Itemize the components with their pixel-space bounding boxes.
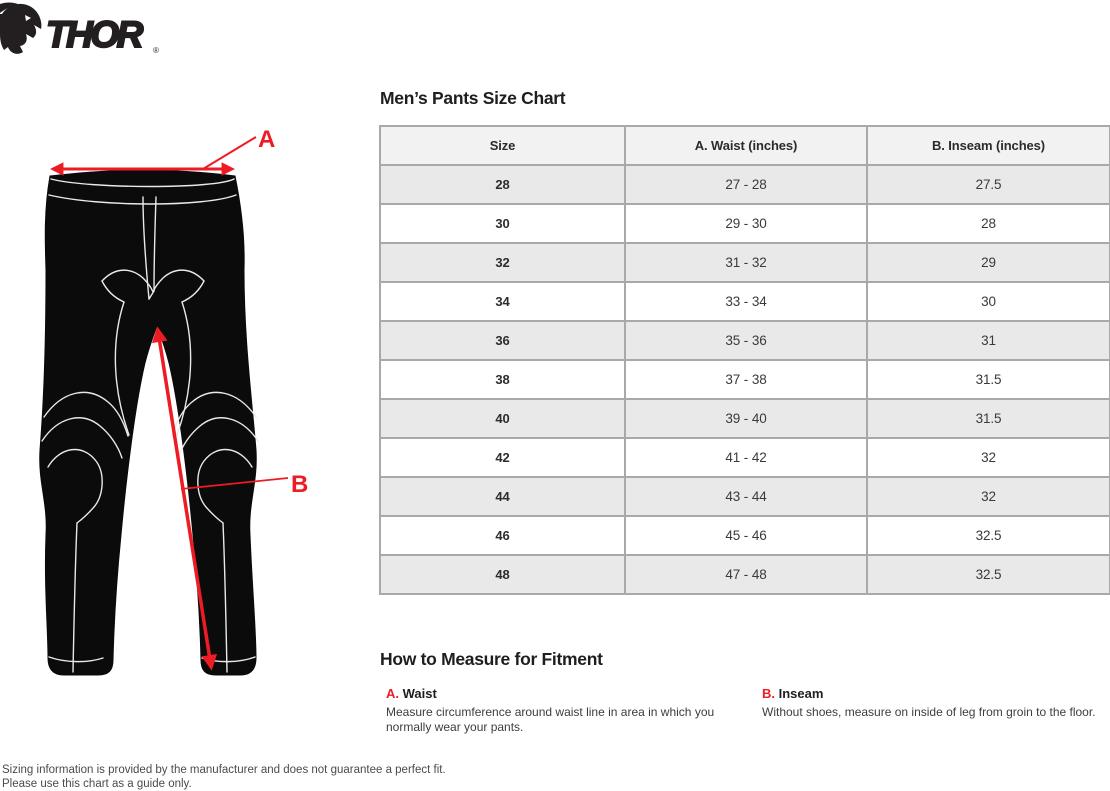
size-cell: 36 [380, 321, 625, 360]
size-cell: 42 [380, 438, 625, 477]
size-table-header-row [380, 126, 1110, 165]
measure-heading-waist [386, 686, 758, 701]
column-header-1: A. Waist (inches) [625, 126, 867, 165]
size-cell: 48 [380, 555, 625, 594]
waist-cell: 27 - 28 [625, 165, 867, 204]
size-cell: 34 [380, 282, 625, 321]
size-row-32 [380, 243, 1110, 282]
inseam-cell: 32 [867, 438, 1110, 477]
goat-head-icon [0, 3, 41, 54]
waist-pointer-line [203, 137, 256, 169]
waist-cell: 33 - 34 [625, 282, 867, 321]
measure-description-waist: Measure circumference around waist line in area in which you normally wear your pants. [386, 705, 715, 734]
measure-key-a: A. [386, 686, 399, 701]
size-chart-table [379, 125, 1110, 595]
size-table-body [380, 165, 1110, 594]
measure-description-inseam: Without shoes, measure on inside of leg from groin to the floor. [762, 705, 1096, 719]
waist-cell: 43 - 44 [625, 477, 867, 516]
size-cell: 30 [380, 204, 625, 243]
inseam-cell: 32 [867, 477, 1110, 516]
measure-key-b: B. [762, 686, 775, 701]
inseam-cell: 30 [867, 282, 1110, 321]
inseam-cell: 31 [867, 321, 1110, 360]
column-header-2: B. Inseam (inches) [867, 126, 1110, 165]
size-cell: 44 [380, 477, 625, 516]
column-header-0: Size [380, 126, 625, 165]
waist-cell: 39 - 40 [625, 399, 867, 438]
inseam-cell: 27.5 [867, 165, 1110, 204]
registered-mark: ® [153, 46, 159, 55]
thor-wordmark: THOR [46, 14, 141, 55]
size-row-38 [380, 360, 1110, 399]
inseam-cell: 32.5 [867, 555, 1110, 594]
inseam-cell: 31.5 [867, 399, 1110, 438]
size-row-42 [380, 438, 1110, 477]
size-row-46 [380, 516, 1110, 555]
thor-logo [0, 2, 175, 60]
waist-cell: 35 - 36 [625, 321, 867, 360]
waist-cell: 29 - 30 [625, 204, 867, 243]
size-cell: 40 [380, 399, 625, 438]
inseam-cell: 28 [867, 204, 1110, 243]
inseam-cell: 32.5 [867, 516, 1110, 555]
waist-cell: 41 - 42 [625, 438, 867, 477]
measure-section-title: How to Measure for Fitment [380, 649, 603, 669]
waist-cell: 45 - 46 [625, 516, 867, 555]
disclaimer-line-2: Please use this chart as a guide only. [2, 778, 192, 790]
waist-cell: 37 - 38 [625, 360, 867, 399]
size-cell: 38 [380, 360, 625, 399]
inseam-cell: 29 [867, 243, 1110, 282]
size-row-28 [380, 165, 1110, 204]
size-row-36 [380, 321, 1110, 360]
size-chart-title: Men’s Pants Size Chart [380, 88, 566, 108]
label-b: B [291, 471, 309, 498]
measure-name-waist: Waist [402, 686, 437, 701]
size-row-44 [380, 477, 1110, 516]
size-row-40 [380, 399, 1110, 438]
measure-name-inseam: Inseam [778, 686, 824, 701]
size-cell: 32 [380, 243, 625, 282]
inseam-cell: 31.5 [867, 360, 1110, 399]
size-row-48 [380, 555, 1110, 594]
label-a: A [258, 126, 276, 153]
size-row-34 [380, 282, 1110, 321]
pants-diagram [30, 115, 340, 695]
sizing-disclaimer [2, 763, 446, 791]
size-cell: 46 [380, 516, 625, 555]
measure-item-waist [386, 686, 758, 735]
disclaimer-line-1: Sizing information is provided by the manufacturer and does not guarantee a perfect fit. [2, 764, 446, 776]
pants-silhouette [40, 170, 257, 675]
measure-heading-inseam [762, 686, 1102, 701]
size-cell: 28 [380, 165, 625, 204]
waist-cell: 47 - 48 [625, 555, 867, 594]
size-row-30 [380, 204, 1110, 243]
waist-cell: 31 - 32 [625, 243, 867, 282]
measure-item-inseam [762, 686, 1102, 720]
